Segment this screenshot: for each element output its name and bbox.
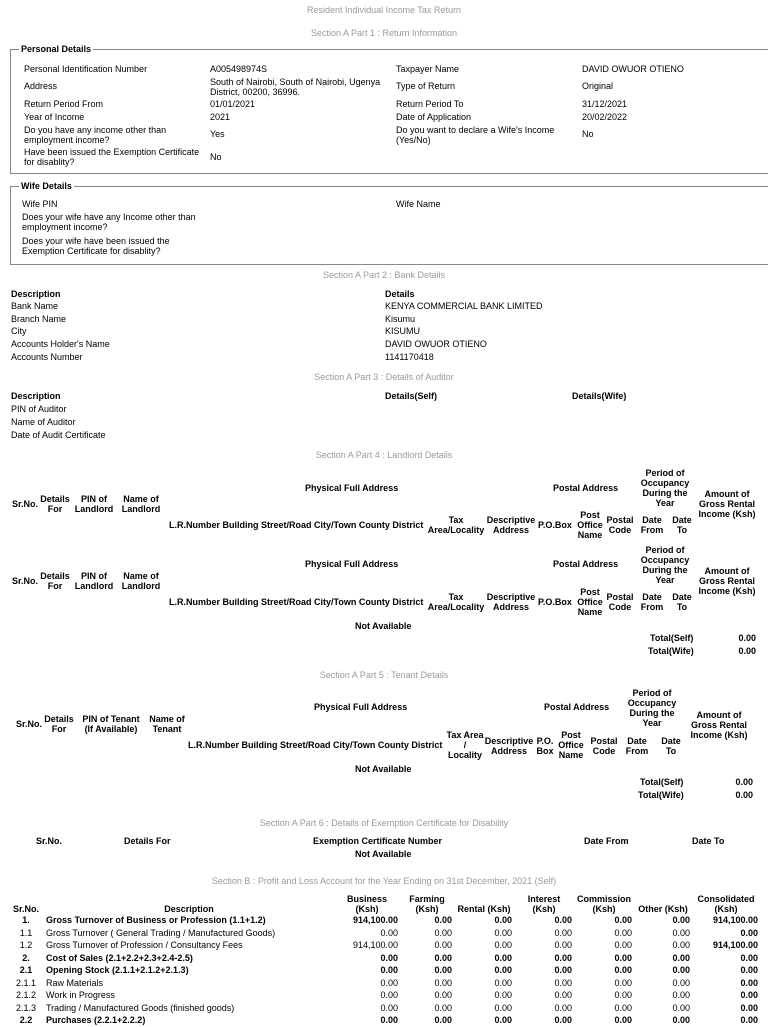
year-value: 2021 — [210, 112, 231, 122]
pl-header-cell: Rental (Ksh) — [457, 904, 511, 914]
pl-header-cell: Farming (Ksh) — [409, 894, 445, 914]
pl-row-value: 0.00 — [380, 965, 398, 976]
ll-physical: Physical Full Address — [305, 559, 399, 569]
tn-amount: Amount of Gross Rental Income (Ksh) — [690, 710, 748, 740]
ll-physical: Physical Full Address — [305, 483, 399, 493]
pl-row-value: 914,100.00 — [352, 915, 398, 926]
pl-row-description: Gross Turnover of Business or Profession (1.1+1.2) — [46, 915, 266, 926]
pl-row-srno: 2.1 — [19, 965, 33, 976]
pl-row-value: 0.00 — [672, 990, 690, 1001]
tn-sub-address: L.R.Number Building Street/Road City/Town County District — [188, 740, 443, 750]
landlord-total-self-value: 0.00 — [738, 633, 756, 643]
pl-row-description: Opening Stock (2.1.1+2.1.2+2.1.3) — [46, 965, 189, 976]
exemption-question: Have been issued the Exemption Certificate for disablity? — [24, 147, 200, 167]
pl-row-value: 0.00 — [434, 952, 452, 963]
ll-post-office: Post Office Name — [577, 510, 603, 540]
wife-income-question: Do you want to declare a Wife's Income (Yes/No) — [396, 125, 555, 145]
ll-tax-area: Tax Area/Locality — [427, 515, 485, 535]
pl-row-value: 0.00 — [554, 940, 572, 951]
pl-row-value: 0.00 — [672, 1002, 690, 1013]
pl-row-value: 0.00 — [494, 1015, 512, 1026]
ll-postal: Postal Address — [553, 483, 619, 493]
tenant-total-self-label: Total(Self) — [640, 777, 684, 787]
bank-row-label: City — [11, 326, 27, 336]
period-to-label: Return Period To — [396, 99, 464, 109]
pl-header-row — [8, 892, 760, 914]
ll-pobox: P.O.Box — [538, 597, 572, 607]
tn-postal-code: Postal Code — [590, 736, 618, 756]
other-income-answer: Yes — [210, 129, 225, 139]
bank-row-label: Branch Name — [11, 314, 67, 324]
tn-physical: Physical Full Address — [314, 702, 408, 712]
auditor-row: PIN of Auditor — [11, 404, 67, 414]
tn-date-to: Date To — [661, 736, 681, 756]
ll-srno: Sr.No. — [12, 499, 39, 509]
ll-period: Period of Occupancy During the Year — [640, 468, 690, 508]
landlord-total-self-label: Total(Self) — [650, 633, 694, 643]
ll-details-for: Details For — [40, 494, 70, 514]
pl-row-value: 0.00 — [434, 1015, 452, 1026]
return-type-label: Type of Return — [396, 81, 456, 91]
ll-period: Period of Occupancy During the Year — [640, 545, 690, 585]
period-from-label: Return Period From — [24, 99, 104, 109]
tn-tax-area: Tax Area / Locality — [446, 730, 484, 760]
app-date-label: Date of Application — [396, 112, 472, 122]
ll-name: Name of Landlord — [121, 571, 161, 591]
ll-date-from: Date From — [640, 592, 664, 612]
tn-srno: Sr.No. — [16, 719, 43, 729]
return-type-value: Original — [582, 81, 614, 91]
tenant-section-title: Section A Part 5 : Tenant Details — [319, 670, 449, 680]
tn-period: Period of Occupancy During the Year — [627, 688, 677, 728]
pl-header-cell: Description — [164, 904, 214, 914]
ll-postal-code: Postal Code — [606, 592, 634, 612]
pl-row-value: 0.00 — [740, 977, 758, 988]
pl-row-srno: 2.2 — [19, 1015, 33, 1026]
pl-row-value: 0.00 — [672, 965, 690, 976]
pl-row-srno: 2.1.3 — [15, 1002, 37, 1013]
bank-row-label: Accounts Holder's Name — [11, 339, 110, 349]
bank-row-value: DAVID OWUOR OTIENO — [385, 339, 487, 349]
wife-income-question: Does your wife have any Income other than employment income? — [22, 212, 196, 232]
exemption-section-title: Section A Part 6 : Details of Exemption Certificate for Disability — [259, 818, 509, 828]
ll-sub-address: L.R.Number Building Street/Road City/Town County District — [169, 520, 424, 530]
bank-details-header: Details — [385, 289, 415, 299]
bank-section-title: Section A Part 2 : Bank Details — [322, 270, 446, 280]
ll-date-to: Date To — [672, 515, 692, 535]
pl-row-srno: 1.2 — [19, 940, 33, 951]
bank-row-value: Kisumu — [385, 314, 416, 324]
pl-row-value: 0.00 — [434, 990, 452, 1001]
taxpayer-value: DAVID OWUOR OTIENO — [582, 64, 684, 74]
pl-row-value: 0.00 — [380, 952, 398, 963]
section-a1-title: Section A Part 1 : Return Information — [310, 28, 458, 38]
wife-exemption-question: Does your wife have been issued the Exemption Certificate for disablity? — [22, 236, 170, 256]
tn-date-from: Date From — [625, 736, 649, 756]
table-row — [8, 952, 760, 965]
ll-date-to: Date To — [672, 592, 692, 612]
ll-name: Name of Landlord — [121, 494, 161, 514]
pl-row-value: 0.00 — [614, 927, 632, 938]
pl-row-value: 0.00 — [614, 940, 632, 951]
pl-row-value: 0.00 — [380, 1015, 398, 1026]
ll-pobox: P.O.Box — [538, 520, 572, 530]
pl-row-value: 0.00 — [672, 927, 690, 938]
pl-header-cell: Business (Ksh) — [346, 894, 388, 914]
pl-row-value: 914,100.00 — [352, 940, 398, 951]
pl-row-value: 0.00 — [672, 952, 690, 963]
pl-row-value: 0.00 — [494, 915, 512, 926]
address-label: Address — [24, 81, 58, 91]
pl-row-value: 0.00 — [740, 1015, 758, 1026]
auditor-wife-header: Details(Wife) — [572, 391, 627, 401]
landlord-total-wife-label: Total(Wife) — [648, 646, 694, 656]
table-row — [8, 989, 760, 1002]
period-from-value: 01/01/2021 — [210, 99, 256, 109]
tn-postal: Postal Address — [544, 702, 610, 712]
taxpayer-label: Taxpayer Name — [396, 64, 460, 74]
pl-row-description: Work in Progress — [46, 990, 115, 1001]
pl-row-description: Raw Materials — [46, 977, 104, 988]
pl-row-srno: 2.1.1 — [15, 977, 37, 988]
ll-pin: PIN of Landlord — [74, 494, 114, 514]
exemption-date-to-header: Date To — [692, 836, 725, 846]
auditor-section-title: Section A Part 3 : Details of Auditor — [314, 372, 454, 382]
pl-row-value: 0.00 — [740, 965, 758, 976]
tenant-total-self-value: 0.00 — [735, 777, 753, 787]
pl-row-value: 0.00 — [554, 952, 572, 963]
pl-row-value: 0.00 — [434, 915, 452, 926]
pl-row-value: 0.00 — [614, 952, 632, 963]
pl-row-value: 0.00 — [554, 977, 572, 988]
ll-pin: PIN of Landlord — [74, 571, 114, 591]
pl-header-cell: Consolidated (Ksh) — [697, 894, 755, 914]
table-row — [8, 977, 760, 990]
pl-header-cell: Sr.No. — [12, 904, 39, 914]
pl-row-value: 0.00 — [740, 952, 758, 963]
exemption-cert-header: Exemption Certificate Number — [313, 836, 443, 846]
pl-row-value: 0.00 — [614, 965, 632, 976]
ll-postal-code: Postal Code — [606, 515, 634, 535]
wife-income-answer: No — [582, 129, 594, 139]
pl-header-cell: Other (Ksh) — [638, 904, 688, 914]
auditor-self-header: Details(Self) — [385, 391, 438, 401]
landlord-not-available: Not Available — [355, 621, 412, 631]
pl-row-value: 0.00 — [380, 977, 398, 988]
exemption-answer: No — [210, 152, 222, 162]
tn-post-office: Post Office Name — [558, 730, 584, 760]
app-date-value: 20/02/2022 — [582, 112, 628, 122]
pl-row-description: Trading / Manufactured Goods (finished goods) — [46, 1002, 235, 1013]
pl-row-value: 0.00 — [614, 915, 632, 926]
table-row — [8, 964, 760, 977]
ll-tax-area: Tax Area/Locality — [427, 592, 485, 612]
exemption-details-for-header: Details For — [124, 836, 171, 846]
pl-row-value: 0.00 — [740, 990, 758, 1001]
tn-details-for: Details For — [44, 714, 74, 734]
pl-header-cell: Interest (Ksh) — [527, 894, 561, 914]
ll-sub-address: L.R.Number Building Street/Road City/Town County District — [169, 597, 424, 607]
pin-value: A005498974S — [210, 64, 268, 74]
pl-row-value: 0.00 — [554, 1002, 572, 1013]
exemption-date-from-header: Date From — [584, 836, 629, 846]
tenant-total-wife-value: 0.00 — [735, 790, 753, 800]
pin-label: Personal Identification Number — [24, 64, 148, 74]
address-value: South of Nairobi, South of Nairobi, Ugenya District, 00200, 36996. — [210, 77, 381, 97]
pl-row-value: 0.00 — [554, 927, 572, 938]
bank-row-label: Accounts Number — [11, 352, 83, 362]
table-row — [8, 927, 760, 940]
pl-row-srno: 2. — [22, 952, 30, 963]
pl-row-description: Gross Turnover ( General Trading / Manufactured Goods) — [46, 927, 276, 938]
pl-row-value: 0.00 — [672, 940, 690, 951]
pl-row-description: Purchases (2.2.1+2.2.2) — [46, 1015, 146, 1026]
document-title: Resident Individual Income Tax Return — [307, 5, 461, 15]
bank-row-value: KISUMU — [385, 326, 421, 336]
pl-row-value: 0.00 — [494, 1002, 512, 1013]
pl-row-value: 0.00 — [554, 915, 572, 926]
pl-row-value: 0.00 — [380, 1002, 398, 1013]
wife-pin-label: Wife PIN — [22, 199, 58, 209]
table-row — [8, 939, 760, 952]
table-row — [8, 1002, 760, 1015]
pl-header-cell: Commission (Ksh) — [576, 894, 631, 914]
pl-body — [8, 914, 760, 1027]
year-label: Year of Income — [24, 112, 85, 122]
bank-row-value: KENYA COMMERCIAL BANK LIMITED — [385, 301, 543, 311]
bank-description-header: Description — [11, 289, 61, 299]
pl-row-value: 0.00 — [494, 952, 512, 963]
landlord-total-wife-value: 0.00 — [738, 646, 756, 656]
pl-row-description: Cost of Sales (2.1+2.2+2.3+2.4-2.5) — [46, 952, 193, 963]
pl-row-value: 0.00 — [614, 977, 632, 988]
pl-row-value: 0.00 — [740, 1002, 758, 1013]
bank-row-value: 1141170418 — [385, 352, 434, 362]
pl-table — [8, 892, 760, 1027]
pl-row-value: 914,100.00 — [712, 915, 758, 926]
personal-details-legend: Personal Details — [21, 44, 92, 54]
pl-row-value: 0.00 — [614, 1015, 632, 1026]
period-to-value: 31/12/2021 — [582, 99, 628, 109]
pl-row-value: 0.00 — [740, 927, 758, 938]
pl-row-value: 0.00 — [494, 927, 512, 938]
pl-row-value: 0.00 — [494, 990, 512, 1001]
pl-row-value: 0.00 — [434, 977, 452, 988]
ll-details-for: Details For — [40, 571, 70, 591]
tenant-not-available: Not Available — [355, 764, 412, 774]
wife-name-label: Wife Name — [396, 199, 441, 209]
tn-name: Name of Tenant — [149, 714, 185, 734]
auditor-row: Date of Audit Certificate — [11, 430, 106, 440]
ll-srno: Sr.No. — [12, 576, 39, 586]
ll-postal: Postal Address — [553, 559, 619, 569]
pl-row-srno: 1. — [22, 915, 30, 926]
ll-desc-addr: Descriptive Address — [486, 592, 536, 612]
tn-pobox: P.O. Box — [536, 736, 554, 756]
tn-desc-addr: Descriptive Address — [484, 736, 534, 756]
auditor-row: Name of Auditor — [11, 417, 76, 427]
pl-row-value: 0.00 — [614, 1002, 632, 1013]
pl-row-description: Gross Turnover of Profession / Consultancy Fees — [46, 940, 243, 951]
pl-row-value: 914,100.00 — [712, 940, 758, 951]
pl-row-value: 0.00 — [494, 965, 512, 976]
ll-amount: Amount of Gross Rental Income (Ksh) — [698, 489, 756, 519]
pl-row-srno: 1.1 — [19, 927, 33, 938]
pl-row-value: 0.00 — [554, 990, 572, 1001]
other-income-question: Do you have any income other than employment income? — [24, 125, 167, 145]
landlord-section-title: Section A Part 4 : Landlord Details — [315, 450, 453, 460]
pl-row-value: 0.00 — [554, 1015, 572, 1026]
pl-row-value: 0.00 — [494, 977, 512, 988]
pl-row-value: 0.00 — [672, 1015, 690, 1026]
bank-row-label: Bank Name — [11, 301, 59, 311]
pl-row-value: 0.00 — [434, 1002, 452, 1013]
pl-row-value: 0.00 — [672, 915, 690, 926]
pl-row-value: 0.00 — [672, 977, 690, 988]
pl-row-value: 0.00 — [434, 940, 452, 951]
pl-row-value: 0.00 — [434, 965, 452, 976]
ll-post-office: Post Office Name — [577, 587, 603, 617]
pl-row-value: 0.00 — [380, 927, 398, 938]
wife-details-legend: Wife Details — [21, 181, 72, 191]
table-row — [8, 1014, 760, 1027]
auditor-description-header: Description — [11, 391, 61, 401]
pl-row-value: 0.00 — [554, 965, 572, 976]
table-row — [8, 914, 760, 927]
tenant-total-wife-label: Total(Wife) — [638, 790, 684, 800]
pl-row-value: 0.00 — [494, 940, 512, 951]
ll-desc-addr: Descriptive Address — [486, 515, 536, 535]
pl-section-title: Section B : Profit and Loss Account for the Year Ending on 31st December, 2021 (Self) — [211, 876, 557, 886]
ll-date-from: Date From — [640, 515, 664, 535]
pl-row-value: 0.00 — [380, 990, 398, 1001]
exemption-not-available: Not Available — [355, 849, 412, 859]
tn-pin: PIN of Tenant (If Available) — [82, 714, 140, 734]
pl-row-srno: 2.1.2 — [15, 990, 37, 1001]
ll-amount: Amount of Gross Rental Income (Ksh) — [698, 566, 756, 596]
pl-row-value: 0.00 — [614, 990, 632, 1001]
pl-row-value: 0.00 — [434, 927, 452, 938]
exemption-srno-header: Sr.No. — [36, 836, 63, 846]
